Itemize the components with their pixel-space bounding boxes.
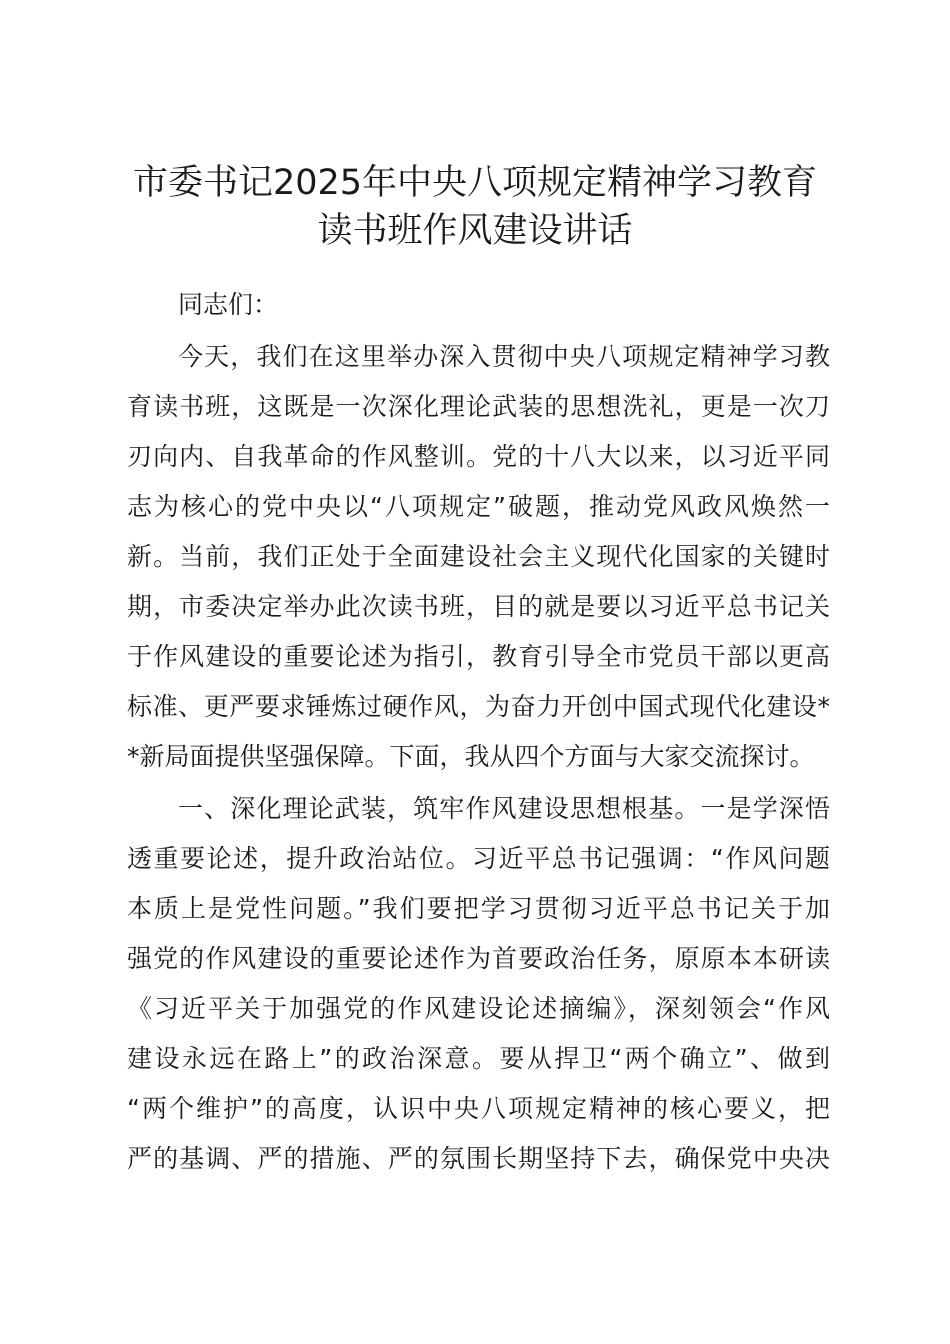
- body-text-line: *新局面提供坚强保障。下面，我从四个方面与大家交流探讨。: [127, 742, 815, 771]
- body-text-line: 《习近平关于加强党的作风建设论述摘编》，深刻领会“作风: [127, 994, 830, 1023]
- body-text-line: 于作风建设的重要论述为指引，教育引导全市党员干部以更高: [127, 642, 830, 671]
- body-text-line: 新。当前，我们正处于全面建设社会主义现代化国家的关键时: [127, 542, 830, 571]
- document-title-line-1: 市委书记2025年中央八项规定精神学习教育: [132, 163, 818, 203]
- body-text-line: 本质上是党性问题。”我们要把学习贯彻习近平总书记关于加: [127, 894, 830, 923]
- body-text-line: 志为核心的党中央以“八项规定”破题，推动党风政风焕然一: [127, 492, 830, 521]
- salutation: 同志们：: [178, 290, 279, 319]
- body-text-line: 强党的作风建设的重要论述作为首要政治任务，原原本本研读: [127, 944, 830, 973]
- body-text-line: 育读书班，这既是一次深化理论武装的思想洗礼，更是一次刀: [127, 392, 830, 421]
- body-text-line: 期，市委决定举办此次读书班，目的就是要以习近平总书记关: [127, 592, 830, 621]
- body-text-line: “两个维护”的高度，认识中央八项规定精神的核心要义，把: [127, 1094, 830, 1123]
- body-text-line: 严的基调、严的措施、严的氛围长期坚持下去，确保党中央决: [127, 1144, 830, 1173]
- body-text-line: 建设永远在路上”的政治深意。要从捍卫“两个确立”、做到: [127, 1044, 830, 1073]
- section-heading-line: 一、深化理论武装，筑牢作风建设思想根基。一是学深悟: [178, 794, 830, 823]
- body-text-line: 刃向内、自我革命的作风整训。党的十八大以来，以习近平同: [127, 442, 830, 471]
- body-text-line: 标准、更严要求锤炼过硬作风，为奋力开创中国式现代化建设*: [127, 692, 830, 721]
- document-title-line-2: 读书班作风建设讲话: [317, 211, 633, 251]
- body-text-line: 透重要论述，提升政治站位。习近平总书记强调：“作风问题: [127, 844, 830, 873]
- body-text-line: 今天，我们在这里举办深入贯彻中央八项规定精神学习教: [178, 342, 830, 371]
